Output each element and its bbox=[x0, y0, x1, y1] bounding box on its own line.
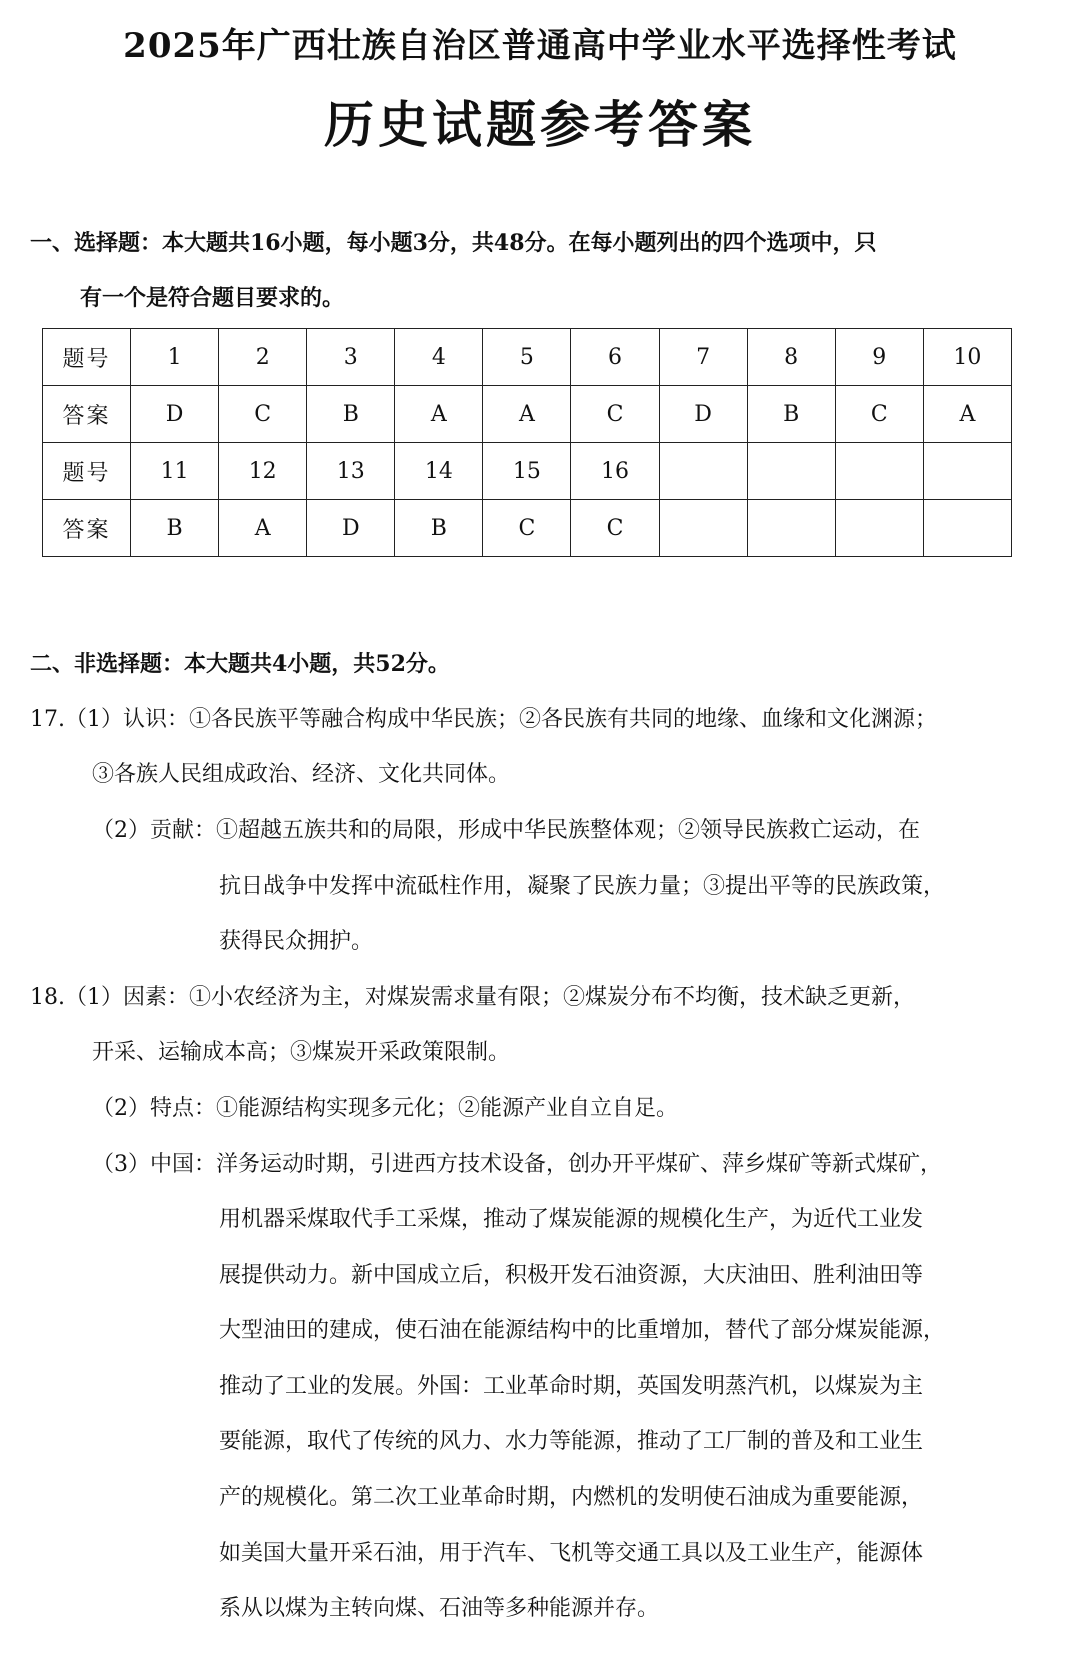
q17-answer-line-1: 17.（1）认识：①各民族平等融合构成中华民族；②各民族有共同的地缘、血缘和文化渊源； bbox=[30, 707, 937, 732]
table-cell: 3 bbox=[307, 329, 395, 386]
table-cell bbox=[659, 443, 747, 500]
q18-answer-line-9: 要能源，取代了传统的风力、水力等能源，推动了工厂制的普及和工业生 bbox=[219, 1429, 924, 1454]
document-title: 历史试题参考答案 bbox=[324, 95, 756, 154]
q17-answer-line-3: （2）贡献：①超越五族共和的局限，形成中华民族整体观；②领导民族救亡运动，在 bbox=[92, 818, 920, 843]
table-cell: B bbox=[395, 500, 483, 557]
exam-title: 2025年广西壮族自治区普通高中学业水平选择性考试 bbox=[123, 26, 957, 66]
table-cell: D bbox=[307, 500, 395, 557]
table-cell bbox=[747, 443, 835, 500]
section1-heading-line1: 一、选择题：本大题共16小题，每小题3分，共48分。在每小题列出的四个选项中，只 bbox=[30, 230, 877, 256]
table-row-question-numbers-2 bbox=[43, 443, 1012, 500]
table-cell: 16 bbox=[571, 443, 659, 500]
q18-answer-line-11: 如美国大量开采石油，用于汽车、飞机等交通工具以及工业生产，能源体 bbox=[219, 1541, 924, 1566]
section1-heading-line2: 有一个是符合题目要求的。 bbox=[80, 285, 345, 311]
q17-answer-line-4: 抗日战争中发挥中流砥柱作用，凝聚了民族力量；③提出平等的民族政策， bbox=[219, 874, 946, 899]
table-cell: 答案 bbox=[43, 386, 131, 443]
table-cell: C bbox=[835, 386, 923, 443]
table-cell: B bbox=[747, 386, 835, 443]
table-cell: 4 bbox=[395, 329, 483, 386]
table-cell: B bbox=[307, 386, 395, 443]
table-row-answers-2 bbox=[43, 500, 1012, 557]
q18-answer-line-8: 推动了工业的发展。外国：工业革命时期，英国发明蒸汽机，以煤炭为主 bbox=[219, 1374, 924, 1399]
q18-answer-line-3: （2）特点：①能源结构实现多元化；②能源产业自立自足。 bbox=[92, 1096, 678, 1121]
table-cell: 7 bbox=[659, 329, 747, 386]
table-cell: D bbox=[131, 386, 219, 443]
table-cell: 13 bbox=[307, 443, 395, 500]
table-cell: 10 bbox=[923, 329, 1011, 386]
table-cell: 11 bbox=[131, 443, 219, 500]
table-cell: 答案 bbox=[43, 500, 131, 557]
answer-table bbox=[42, 328, 1012, 557]
table-cell: 1 bbox=[131, 329, 219, 386]
q18-answer-line-5: 用机器采煤取代手工采煤，推动了煤炭能源的规模化生产，为近代工业发 bbox=[219, 1207, 924, 1232]
table-cell bbox=[923, 443, 1011, 500]
table-cell bbox=[747, 500, 835, 557]
q18-answer-line-1: 18.（1）因素：①小农经济为主，对煤炭需求量有限；②煤炭分布不均衡，技术缺乏更新， bbox=[30, 985, 915, 1010]
table-cell: 题号 bbox=[43, 329, 131, 386]
table-cell: A bbox=[483, 386, 571, 443]
table-cell bbox=[659, 500, 747, 557]
table-cell: C bbox=[483, 500, 571, 557]
table-cell: A bbox=[923, 386, 1011, 443]
q18-answer-line-2: 开采、运输成本高；③煤炭开采政策限制。 bbox=[92, 1040, 511, 1065]
table-cell: B bbox=[131, 500, 219, 557]
q18-answer-line-6: 展提供动力。新中国成立后，积极开发石油资源，大庆油田、胜利油田等 bbox=[219, 1263, 924, 1288]
q18-answer-line-10: 产的规模化。第二次工业革命时期，内燃机的发明使石油成为重要能源， bbox=[219, 1485, 924, 1510]
table-cell: 题号 bbox=[43, 443, 131, 500]
table-cell: 6 bbox=[571, 329, 659, 386]
table-cell: C bbox=[571, 500, 659, 557]
table-cell: A bbox=[219, 500, 307, 557]
section2-heading: 二、非选择题：本大题共4小题，共52分。 bbox=[30, 651, 450, 677]
table-cell: A bbox=[395, 386, 483, 443]
table-cell: 5 bbox=[483, 329, 571, 386]
q18-answer-line-12: 系从以煤为主转向煤、石油等多种能源并存。 bbox=[219, 1596, 660, 1621]
table-cell bbox=[835, 443, 923, 500]
table-cell: 15 bbox=[483, 443, 571, 500]
table-row-answers-1 bbox=[43, 386, 1012, 443]
table-cell: 9 bbox=[835, 329, 923, 386]
table-cell: 2 bbox=[219, 329, 307, 386]
table-cell: C bbox=[219, 386, 307, 443]
q18-answer-line-7: 大型油田的建成，使石油在能源结构中的比重增加，替代了部分煤炭能源， bbox=[219, 1318, 946, 1343]
table-row-question-numbers-1 bbox=[43, 329, 1012, 386]
q17-answer-line-2: ③各族人民组成政治、经济、文化共同体。 bbox=[92, 762, 511, 787]
table-cell bbox=[835, 500, 923, 557]
table-cell: 8 bbox=[747, 329, 835, 386]
q18-answer-line-4: （3）中国：洋务运动时期，引进西方技术设备，创办开平煤矿、萍乡煤矿等新式煤矿， bbox=[92, 1152, 942, 1177]
table-cell: 14 bbox=[395, 443, 483, 500]
q17-answer-line-5: 获得民众拥护。 bbox=[219, 929, 374, 954]
table-cell: C bbox=[571, 386, 659, 443]
table-cell: D bbox=[659, 386, 747, 443]
table-cell: 12 bbox=[219, 443, 307, 500]
table-cell bbox=[923, 500, 1011, 557]
